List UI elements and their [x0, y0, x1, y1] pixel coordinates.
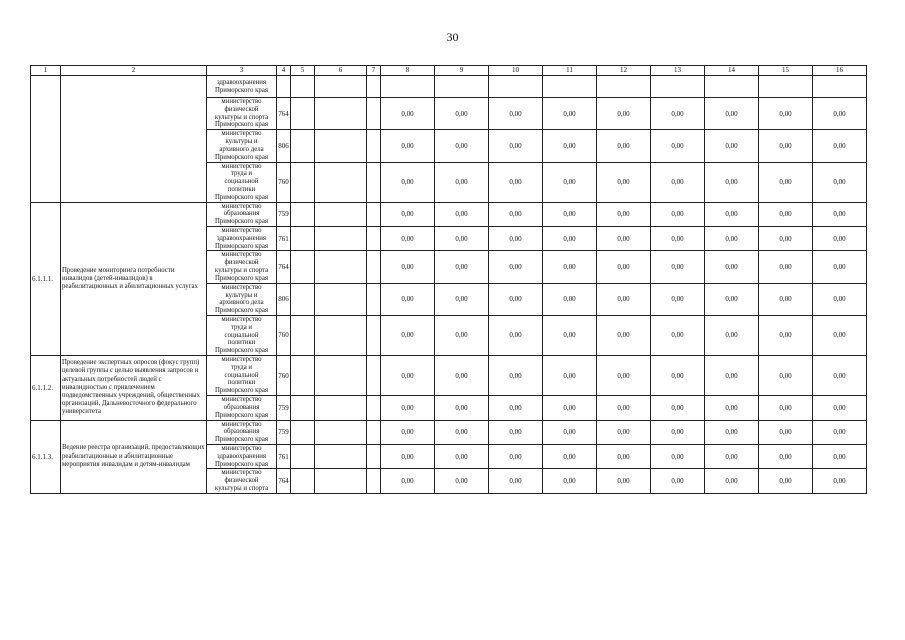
- funding-value: [759, 76, 813, 98]
- funding-value: 0,00: [705, 227, 759, 251]
- funding-value: 0,00: [597, 283, 651, 315]
- column-number-3: 3: [207, 66, 277, 76]
- funding-value: [489, 76, 543, 98]
- funding-value: 0,00: [651, 356, 705, 396]
- empty-cell: [315, 283, 367, 315]
- funding-value: 0,00: [813, 251, 867, 283]
- funding-value: 0,00: [651, 98, 705, 130]
- column-number-11: 11: [543, 66, 597, 76]
- funding-value: [381, 76, 435, 98]
- column-number-13: 13: [651, 66, 705, 76]
- responsible-organization: министерство здравоохранения Приморского края: [207, 444, 277, 468]
- funding-value: 0,00: [705, 469, 759, 493]
- funding-value: 0,00: [489, 356, 543, 396]
- grbs-code: 760: [277, 162, 291, 202]
- empty-cell: [291, 469, 315, 493]
- funding-value: 0,00: [705, 98, 759, 130]
- funding-value: 0,00: [705, 162, 759, 202]
- funding-value: 0,00: [543, 283, 597, 315]
- funding-value: 0,00: [705, 283, 759, 315]
- grbs-code: 764: [277, 251, 291, 283]
- funding-value: 0,00: [705, 130, 759, 162]
- funding-value: 0,00: [597, 162, 651, 202]
- empty-cell: [291, 227, 315, 251]
- funding-value: 0,00: [381, 202, 435, 226]
- funding-value: 0,00: [651, 227, 705, 251]
- empty-cell: [315, 130, 367, 162]
- empty-cell: [291, 396, 315, 420]
- funding-value: 0,00: [435, 98, 489, 130]
- funding-value: 0,00: [651, 444, 705, 468]
- empty-cell: [315, 76, 367, 98]
- funding-value: 0,00: [597, 315, 651, 355]
- funding-value: 0,00: [543, 315, 597, 355]
- empty-cell: [291, 162, 315, 202]
- table-row: [31, 356, 867, 396]
- responsible-organization: министерство труда и социальной политики Приморского края: [207, 162, 277, 202]
- funding-value: 0,00: [705, 420, 759, 444]
- funding-value: 0,00: [759, 356, 813, 396]
- funding-value: 0,00: [489, 98, 543, 130]
- funding-value: 0,00: [489, 469, 543, 493]
- budget-table: [30, 65, 867, 494]
- funding-value: 0,00: [381, 420, 435, 444]
- grbs-code: 760: [277, 315, 291, 355]
- empty-cell: [315, 396, 367, 420]
- column-number-1: 1: [31, 66, 61, 76]
- empty-cell: [291, 315, 315, 355]
- funding-value: [435, 76, 489, 98]
- grbs-code: 761: [277, 227, 291, 251]
- empty-cell: [291, 420, 315, 444]
- funding-value: 0,00: [759, 315, 813, 355]
- empty-cell: [367, 227, 381, 251]
- responsible-organization: министерство труда и социальной политики Приморского края: [207, 356, 277, 396]
- empty-cell: [367, 162, 381, 202]
- funding-value: 0,00: [489, 315, 543, 355]
- funding-value: 0,00: [435, 202, 489, 226]
- column-number-6: 6: [315, 66, 367, 76]
- column-number-4: 4: [277, 66, 291, 76]
- funding-value: 0,00: [597, 202, 651, 226]
- empty-cell: [291, 356, 315, 396]
- funding-value: 0,00: [543, 356, 597, 396]
- funding-value: 0,00: [435, 420, 489, 444]
- funding-value: 0,00: [489, 444, 543, 468]
- funding-value: 0,00: [759, 98, 813, 130]
- funding-value: 0,00: [651, 283, 705, 315]
- funding-value: 0,00: [543, 469, 597, 493]
- grbs-code: 806: [277, 130, 291, 162]
- funding-value: [543, 76, 597, 98]
- funding-value: 0,00: [543, 98, 597, 130]
- responsible-organization: министерство культуры и архивного дела Приморского края: [207, 283, 277, 315]
- funding-value: [597, 76, 651, 98]
- funding-value: [705, 76, 759, 98]
- empty-cell: [315, 251, 367, 283]
- grbs-code: 760: [277, 356, 291, 396]
- responsible-organization: здравоохранения Приморского края: [207, 76, 277, 98]
- funding-value: 0,00: [489, 251, 543, 283]
- column-number-row: [31, 66, 867, 76]
- funding-value: 0,00: [651, 162, 705, 202]
- funding-value: 0,00: [705, 396, 759, 420]
- funding-value: 0,00: [543, 130, 597, 162]
- funding-value: 0,00: [813, 162, 867, 202]
- funding-value: 0,00: [597, 98, 651, 130]
- funding-value: 0,00: [813, 469, 867, 493]
- funding-value: [813, 76, 867, 98]
- funding-value: 0,00: [705, 202, 759, 226]
- responsible-organization: министерство физической культуры и спорта: [207, 469, 277, 493]
- empty-cell: [315, 227, 367, 251]
- empty-cell: [367, 130, 381, 162]
- funding-value: 0,00: [489, 420, 543, 444]
- column-number-9: 9: [435, 66, 489, 76]
- funding-value: 0,00: [651, 420, 705, 444]
- funding-value: 0,00: [543, 444, 597, 468]
- funding-value: 0,00: [651, 251, 705, 283]
- funding-value: 0,00: [435, 130, 489, 162]
- funding-value: 0,00: [435, 444, 489, 468]
- empty-cell: [367, 202, 381, 226]
- funding-value: 0,00: [813, 396, 867, 420]
- empty-cell: [367, 251, 381, 283]
- empty-cell: [291, 98, 315, 130]
- page-number: 30: [446, 30, 459, 44]
- funding-value: 0,00: [597, 444, 651, 468]
- column-number-16: 16: [813, 66, 867, 76]
- funding-value: 0,00: [813, 315, 867, 355]
- funding-value: 0,00: [543, 227, 597, 251]
- funding-value: 0,00: [381, 444, 435, 468]
- responsible-organization: министерство образования Приморского края: [207, 202, 277, 226]
- funding-value: 0,00: [435, 227, 489, 251]
- funding-value: 0,00: [759, 202, 813, 226]
- funding-value: 0,00: [597, 356, 651, 396]
- funding-value: 0,00: [759, 162, 813, 202]
- empty-cell: [367, 283, 381, 315]
- funding-value: 0,00: [705, 251, 759, 283]
- funding-value: 0,00: [813, 227, 867, 251]
- grbs-code: [277, 76, 291, 98]
- empty-cell: [291, 444, 315, 468]
- funding-value: 0,00: [759, 227, 813, 251]
- responsible-organization: министерство физической культуры и спорта Приморского края: [207, 98, 277, 130]
- empty-cell: [315, 444, 367, 468]
- funding-value: 0,00: [597, 469, 651, 493]
- column-number-12: 12: [597, 66, 651, 76]
- item-number: 6.1.1.3.: [31, 420, 61, 493]
- funding-value: 0,00: [543, 396, 597, 420]
- empty-cell: [291, 202, 315, 226]
- empty-cell: [367, 469, 381, 493]
- funding-value: 0,00: [705, 444, 759, 468]
- funding-value: 0,00: [759, 130, 813, 162]
- empty-cell: [367, 76, 381, 98]
- empty-cell: [315, 202, 367, 226]
- funding-value: 0,00: [813, 444, 867, 468]
- funding-value: 0,00: [813, 130, 867, 162]
- funding-value: 0,00: [435, 356, 489, 396]
- grbs-code: 806: [277, 283, 291, 315]
- empty-cell: [367, 444, 381, 468]
- grbs-code: 761: [277, 444, 291, 468]
- grbs-code: 764: [277, 469, 291, 493]
- column-number-15: 15: [759, 66, 813, 76]
- empty-cell: [367, 98, 381, 130]
- empty-cell: [315, 315, 367, 355]
- funding-value: 0,00: [597, 130, 651, 162]
- funding-value: 0,00: [381, 227, 435, 251]
- item-number: [31, 76, 61, 203]
- responsible-organization: министерство образования Приморского края: [207, 420, 277, 444]
- funding-value: 0,00: [597, 251, 651, 283]
- funding-value: 0,00: [489, 130, 543, 162]
- item-name: Ведение реестра организаций, предоставляющих реабилитационные и абилитационные мероприятия инвалидам и детям-инвалидам: [61, 420, 207, 493]
- column-number-8: 8: [381, 66, 435, 76]
- funding-value: 0,00: [381, 356, 435, 396]
- empty-cell: [315, 420, 367, 444]
- table-row: [31, 202, 867, 226]
- funding-value: 0,00: [651, 469, 705, 493]
- item-name: [61, 76, 207, 203]
- table-row: [31, 76, 867, 98]
- funding-value: 0,00: [381, 283, 435, 315]
- funding-value: 0,00: [435, 162, 489, 202]
- grbs-code: 764: [277, 98, 291, 130]
- funding-value: [651, 76, 705, 98]
- empty-cell: [291, 251, 315, 283]
- item-name: Проведение мониторинга потребности инвалидов (детей-инвалидов) в реабилитационных и абилитационных услугах: [61, 202, 207, 355]
- column-number-7: 7: [367, 66, 381, 76]
- funding-value: 0,00: [705, 356, 759, 396]
- empty-cell: [367, 420, 381, 444]
- empty-cell: [291, 76, 315, 98]
- funding-value: 0,00: [597, 396, 651, 420]
- item-name: Проведение экспертных опросов (фокус групп) целевой группы с целью выявления запросов и актуальных потребностей людей с инвалидностью с привлечением подведомственных учреждений, общественных организаций, Дальневосточного федерального университета: [61, 356, 207, 421]
- empty-cell: [291, 130, 315, 162]
- funding-value: 0,00: [813, 420, 867, 444]
- funding-value: 0,00: [759, 396, 813, 420]
- responsible-organization: министерство здравоохранения Приморского края: [207, 227, 277, 251]
- funding-value: 0,00: [543, 251, 597, 283]
- funding-value: 0,00: [489, 202, 543, 226]
- funding-value: 0,00: [381, 130, 435, 162]
- funding-value: 0,00: [813, 283, 867, 315]
- funding-value: 0,00: [381, 396, 435, 420]
- funding-value: 0,00: [651, 130, 705, 162]
- funding-value: 0,00: [543, 202, 597, 226]
- funding-value: 0,00: [489, 283, 543, 315]
- column-number-2: 2: [61, 66, 207, 76]
- empty-cell: [315, 356, 367, 396]
- column-number-5: 5: [291, 66, 315, 76]
- funding-value: 0,00: [597, 420, 651, 444]
- funding-value: 0,00: [435, 251, 489, 283]
- funding-value: 0,00: [651, 396, 705, 420]
- column-number-10: 10: [489, 66, 543, 76]
- grbs-code: 759: [277, 202, 291, 226]
- funding-value: 0,00: [651, 315, 705, 355]
- funding-value: 0,00: [381, 469, 435, 493]
- table-row: [31, 420, 867, 444]
- funding-value: 0,00: [759, 283, 813, 315]
- funding-value: 0,00: [489, 162, 543, 202]
- funding-value: 0,00: [759, 251, 813, 283]
- funding-value: 0,00: [381, 98, 435, 130]
- funding-value: 0,00: [759, 420, 813, 444]
- funding-value: 0,00: [489, 396, 543, 420]
- responsible-organization: министерство физической культуры и спорта Приморского края: [207, 251, 277, 283]
- responsible-organization: министерство труда и социальной политики Приморского края: [207, 315, 277, 355]
- funding-value: 0,00: [651, 202, 705, 226]
- funding-value: 0,00: [381, 315, 435, 355]
- funding-value: 0,00: [435, 315, 489, 355]
- responsible-organization: министерство культуры и архивного дела Приморского края: [207, 130, 277, 162]
- funding-value: 0,00: [813, 202, 867, 226]
- grbs-code: 759: [277, 420, 291, 444]
- funding-value: 0,00: [759, 469, 813, 493]
- column-number-14: 14: [705, 66, 759, 76]
- empty-cell: [367, 396, 381, 420]
- empty-cell: [315, 469, 367, 493]
- item-number: 6.1.1.2.: [31, 356, 61, 421]
- funding-value: 0,00: [543, 162, 597, 202]
- funding-value: 0,00: [381, 251, 435, 283]
- empty-cell: [315, 162, 367, 202]
- item-number: 6.1.1.1.: [31, 202, 61, 355]
- funding-value: 0,00: [759, 444, 813, 468]
- empty-cell: [367, 315, 381, 355]
- empty-cell: [367, 356, 381, 396]
- responsible-organization: министерство образования Приморского края: [207, 396, 277, 420]
- funding-value: 0,00: [597, 227, 651, 251]
- grbs-code: 759: [277, 396, 291, 420]
- funding-value: 0,00: [543, 420, 597, 444]
- funding-value: 0,00: [435, 396, 489, 420]
- funding-value: 0,00: [489, 227, 543, 251]
- funding-value: 0,00: [705, 315, 759, 355]
- funding-value: 0,00: [813, 356, 867, 396]
- empty-cell: [291, 283, 315, 315]
- funding-value: 0,00: [381, 162, 435, 202]
- funding-value: 0,00: [435, 469, 489, 493]
- funding-value: 0,00: [435, 283, 489, 315]
- funding-value: 0,00: [813, 98, 867, 130]
- empty-cell: [315, 98, 367, 130]
